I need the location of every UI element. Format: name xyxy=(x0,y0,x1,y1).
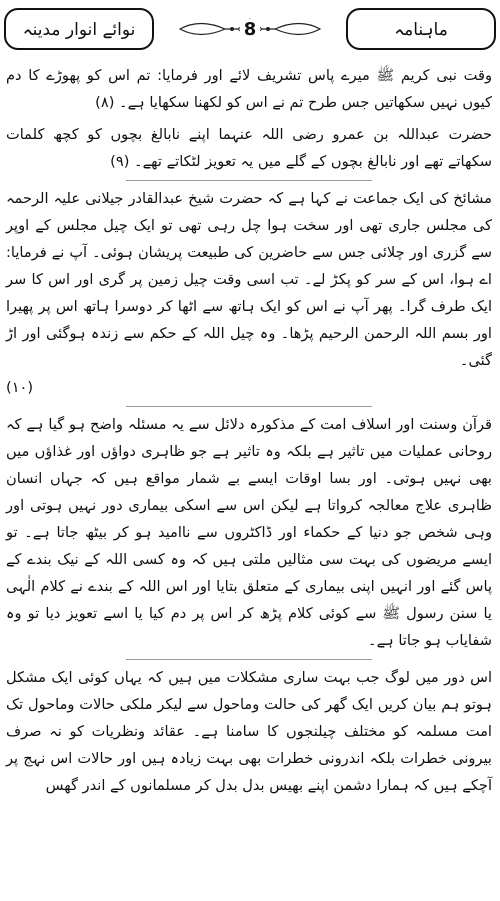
magazine-type-title: ماہنامہ xyxy=(394,19,448,40)
page-number: 8 xyxy=(240,19,261,40)
section-divider xyxy=(126,659,372,660)
article-paragraph: قرآن وسنت اور اسلاف امت کے مذکورہ دلائل سے یہ مسئلہ واضح ہو گیا ہے کہ روحانی عملیات میں تاثیر ہے بلکہ وہ تاثیر ہے جو ظاہری دواؤں اور غذاؤں میں بھی نہیں ہوتی۔ اور بسا اوقات ایسے بے شمار مواقع ہیں کہ جہاں انسان ظاہری علاج معالجہ کرواتا ہے لیکن اس سے اسکی بیماری دور نہیں ہوتی اور وہی شخص جو دنیا کے حکماء اور ڈاکٹروں سے ناامید ہو کر بیٹھ جاتا ہے۔ تو ایسے مریضوں کی بہت سی مثالیں ملتی ہیں کہ وہ کسی اللہ کے نیک بندے کے پاس گئے اور انہیں اپنی بیماری کے متعلق بتایا اور اس اللہ کے بندے نے کلام الٰہی یا سنن رسول ﷺ سے کوئی کلام پڑھ کر اس پر دم کیا یا اسے تعویز دیا تو وہ شفایاب ہو جاتا ہے۔ xyxy=(6,416,492,649)
article-body xyxy=(6,62,492,804)
section-divider xyxy=(126,406,372,407)
page-number-ornament xyxy=(170,14,330,44)
section-divider xyxy=(126,180,372,181)
article-paragraph: حضرت عبداللہ بن عمرو رضی اللہ عنہما اپنے نابالغ بچوں کو کچھ کلمات سکھاتے تھے اور نابالغ بچوں کے گلے میں یہ تعویز لٹکاتے تھے۔ (۹) xyxy=(6,126,492,170)
magazine-type-box xyxy=(346,8,496,50)
article-paragraph: مشائخ کی ایک جماعت نے کہا ہے کہ حضرت شیخ عبدالقادر جیلانی علیہ الرحمہ کی مجلس جاری تھی اور سخت ہوا چل رہی تھی تو ایک چیل مجلس کے اوپر سے گزری اور چلائی جس سے حاضرین کی طبیعت پریشان ہوئی۔ آپ نے فرمایا: اے ہوا، اس کے سر کو پکڑ لے۔ تب اسی وقت چیل زمین پر گری اور اس کا سر ایک طرف گرا۔ پھر آپ نے اس کو ایک ہاتھ سے اٹھا کر دوسرا ہاتھ اس پر پھیرا اور بسم اللہ الرحمن الرحیم پڑھا۔ وہ چیل اللہ کے حکم سے زندہ ہوگئی اور اڑ گئی۔ xyxy=(6,190,492,369)
section-title: نوائے انوار مدینہ xyxy=(22,19,136,40)
magazine-section-box xyxy=(4,8,154,50)
article-paragraph: وقت نبی کریم ﷺ میرے پاس تشریف لائے اور فرمایا: تم اس کو پھوڑے کا دم کیوں نہیں سکھاتیں جس طرح تم نے اس کو لکھنا سکھایا ہے۔ (۸) xyxy=(6,67,492,111)
page-header xyxy=(2,4,498,56)
article-paragraph: اس دور میں لوگ جب بہت ساری مشکلات میں ہیں کہ یہاں کوئی ایک مشکل ہوتو ہم بیان کریں ایک گھر کی حالت وماحول سے لیکر ملکی حالات وماحول تک امت مسلمہ کو مختلف چیلنجوں کا سامنا ہے۔ عقائد ونظریات کو نہ صرف بیرونی خطرات بلکہ اندرونی خطرات بھی بہت زیادہ ہیں اور حالات اس نہج پر آچکے ہیں کہ ہمارا دشمن اپنے بھیس بدل بدل کر مسلمانوں کے اندر گھس xyxy=(6,669,492,794)
reference-number: (۱۰) xyxy=(6,379,34,396)
